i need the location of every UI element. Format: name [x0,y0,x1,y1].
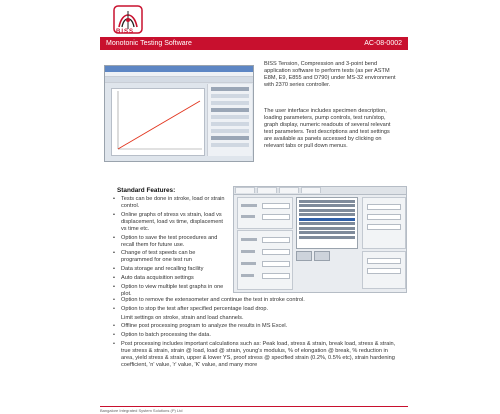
screenshot-button [296,251,312,261]
list-item: • Option to view multiple test graphs in one plot. [109,284,225,298]
stress-strain-curve [112,89,204,155]
screenshot-group-box [237,197,293,229]
features-list-wide [109,297,401,371]
list-item: • Option to remove the extensometer and continue the test in stroke control. [109,297,401,304]
document-title: Monotonic Testing Software [106,40,192,47]
list-item: Limit settings on stroke, strain and load channels. [121,314,244,321]
title-banner [100,37,408,50]
software-screenshot-settings [233,186,407,293]
screenshot-side-panel [207,84,252,156]
screenshot-group-box [237,230,293,290]
screenshot-list-box [296,197,358,249]
features-list-narrow [109,196,225,300]
footer-text: Bangalore Integrated System Solutions (P) Ltd [100,408,183,413]
list-item: • Change of test speeds can be programmed for one test run [109,250,225,264]
screenshot-toolbar [105,77,253,83]
list-item: • Option to save the test procedures and recall them for future use. [109,235,225,249]
list-item: • Data storage and recalling facility [109,266,225,273]
software-screenshot-graph [104,65,254,162]
features-heading: Standard Features: [117,187,176,194]
logo-text: BISS [116,29,135,35]
list-item: • Offline post processing program to analyze the results in MS Excel. [109,323,401,330]
datasheet-page [92,0,408,414]
list-item: • Auto data acquisition settings [109,275,225,282]
screenshot-tabs [234,187,406,195]
screenshot-plot [111,88,205,156]
list-item: • Post processing includes important calculations such as: Peak load, stress & strain, break load, stress & strain, true stress & strain, strain @ load, load @ strain, young's modulus, % of elongation @ break, % reduction in area, yield stress & strain, upper & lower YS, proof stress @ specified strain (0.2%, 0.5% etc), strain hardening coefficient, 'n' value, 'r' value, 'K' value, and many more [109,341,401,369]
screenshot-group-box [362,251,406,289]
intro-paragraph-1: BISS Tension, Compression and 3-point bend application software to perform tests (as per ASTM E8M, E9, E855 and D790) under MS-32 environment with 2370 series controller. [264,61,396,89]
list-item: • Tests can be done in stroke, load or strain control. [109,196,225,210]
list-item: • Online graphs of stress vs strain, load vs displacement, load vs time, displacement vs time etc. [109,212,225,233]
list-item: • Option to stop the test after specified percentage load drop. [109,306,401,313]
screenshot-button [314,251,330,261]
screenshot-group-box [362,197,406,249]
document-code: AC-08-0002 [364,40,402,47]
footer-divider [100,406,408,407]
intro-paragraph-2: The user interface includes specimen description, loading parameters, pump controls, test run/stop, graph display, numeric readouts of several relevant test parameters. Test descriptions and test settings are available as panels accessed by clicking on relevant tabs or pull down menus. [264,108,391,150]
list-item: • Option to batch processing the data. [109,332,401,339]
